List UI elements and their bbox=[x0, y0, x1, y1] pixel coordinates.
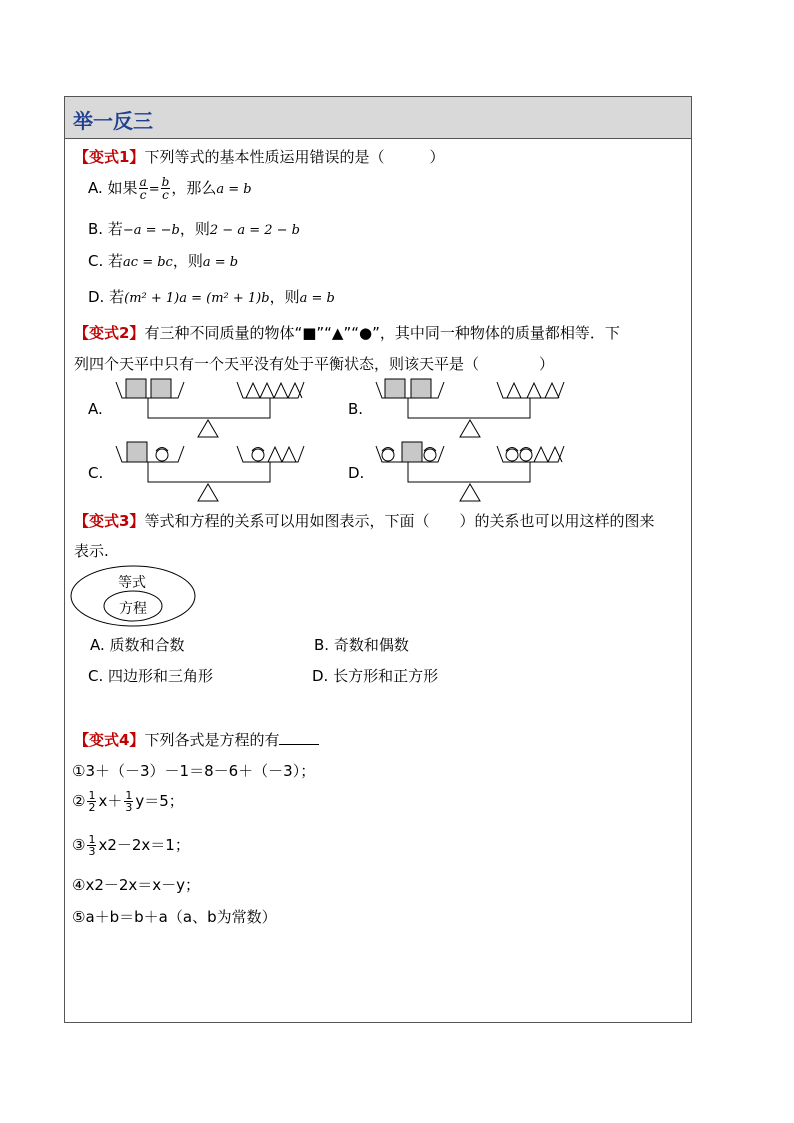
variant4-item-1: ①3＋（－3）－1＝8－6＋（－3）； bbox=[72, 762, 316, 780]
variant3-option-d: D. 长方形和正方形 bbox=[312, 667, 439, 685]
answer-blank bbox=[279, 730, 319, 745]
variant2-question-line1: 【变式2】有三种不同质量的物体“■”“▲”“●”，其中同一种物体的质量都相等．下 bbox=[74, 324, 620, 342]
variant1-option-d: D. 若(m² + 1)a = (m² + 1)b，则a = b bbox=[88, 288, 335, 306]
fraction: $\frac{1}{3}$ bbox=[88, 833, 96, 858]
variant2-question-line2: 列四个天平中只有一个天平没有处于平衡状态，则该天平是（ ） bbox=[74, 355, 555, 373]
fraction: $\frac{a}{c}$ bbox=[139, 175, 147, 202]
variant3-tag: 【变式3】 bbox=[74, 512, 145, 530]
venn-inner-label: 方程 bbox=[119, 601, 147, 617]
variant3-option-b: B. 奇数和偶数 bbox=[314, 636, 409, 654]
venn-outer-label: 等式 bbox=[118, 575, 146, 591]
variant3-option-a: A. 质数和合数 bbox=[90, 636, 185, 654]
variant3-question-line1: 【变式3】等式和方程的关系可以用如图表示，下面（ ）的关系也可以用这样的图来 bbox=[74, 512, 655, 530]
variant1-option-a: A. 如果 $\frac{a}{c}$ = $\frac{b}{c}$ ，那么a = b bbox=[88, 175, 252, 202]
variant4-item-3: ③ $\frac{1}{3}$ x2－2x＝1； bbox=[72, 833, 190, 858]
variant4-question: 【变式4】下列各式是方程的有 bbox=[74, 729, 319, 750]
variant3-question-line2: 表示. bbox=[74, 542, 109, 560]
balance-b-label: B. bbox=[348, 400, 364, 418]
variant3-option-c: C. 四边形和三角形 bbox=[88, 667, 214, 685]
fraction: $\frac{1}{2}$ bbox=[88, 789, 96, 814]
balance-a bbox=[116, 379, 304, 437]
variant4-item-2: ② $\frac{1}{2}$ x＋ $\frac{1}{3}$ y＝5； bbox=[72, 789, 184, 814]
variant1-option-c: C. 若ac = bc，则a = b bbox=[88, 252, 239, 270]
balance-b bbox=[376, 379, 564, 437]
variant4-item-4: ④x2－2x＝x－y； bbox=[72, 876, 201, 894]
fraction: $\frac{b}{c}$ bbox=[161, 175, 170, 202]
balance-c-label: C. bbox=[88, 464, 104, 482]
variant1-option-b: B. 若−a = −b，则2 − a = 2 − b bbox=[88, 220, 300, 238]
balance-c bbox=[116, 442, 304, 501]
balance-a-label: A. bbox=[88, 400, 103, 418]
balance-d-label: D. bbox=[348, 464, 365, 482]
variant4-item-5: ⑤a＋b＝b＋a（a、b为常数） bbox=[72, 908, 277, 926]
variant4-tag: 【变式4】 bbox=[74, 731, 145, 749]
balance-d bbox=[376, 442, 564, 501]
fraction: $\frac{1}{3}$ bbox=[125, 789, 133, 814]
variant2-tag: 【变式2】 bbox=[74, 324, 145, 342]
variant1-tag: 【变式1】 bbox=[74, 148, 145, 166]
variant1-text: 下列等式的基本性质运用错误的是（ ） bbox=[144, 148, 445, 166]
section-title: 举一反三 bbox=[73, 109, 153, 133]
